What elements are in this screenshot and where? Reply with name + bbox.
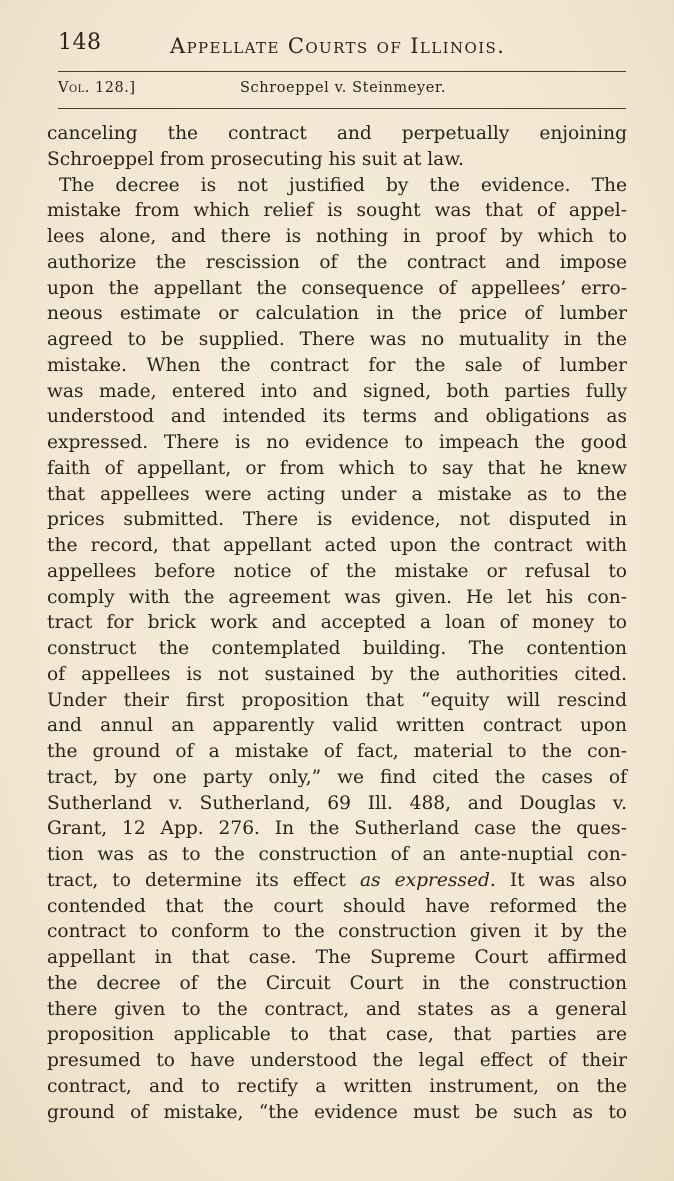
text-line: authorize the rescission of the contract and impose	[47, 251, 627, 273]
header-rule-top	[58, 71, 626, 72]
text-line: that appellees were acting under a mistake as to the	[47, 483, 627, 505]
text-line: Sutherland v. Sutherland, 69 Ill. 488, and Douglas v.	[47, 792, 627, 814]
text-line: presumed to have understood the legal effect of their	[47, 1050, 627, 1071]
running-head	[58, 30, 638, 66]
text-segment: tract, to determine its effect	[47, 869, 346, 891]
text-line: there given to the contract, and states as a general	[47, 998, 627, 1020]
text-line: faith of appellant, or from which to say that he knew	[47, 457, 627, 479]
italic-phrase: as expressed.	[359, 869, 496, 891]
volume-label: Vol. 128.]	[58, 80, 136, 96]
text-line: comply with the agreement was given. He let his con-	[47, 586, 627, 608]
text-line: appellant in that case. The Supreme Court affirmed	[47, 947, 627, 968]
text-segment: It was also	[509, 869, 627, 891]
text-line: contract, and to rectify a written instrument, on the	[47, 1075, 627, 1097]
text-line: the decree of the Circuit Court in the construction	[47, 972, 627, 994]
text-line: Grant, 12 App. 276. In the Sutherland case the ques-	[47, 818, 627, 840]
text-line: proposition applicable to that case, that parties are	[47, 1024, 627, 1046]
text-line: neous estimate or calculation in the price of lumber	[47, 303, 627, 325]
text-line: expressed. There is no evidence to impeach the good	[47, 432, 627, 453]
text-line: construct the contemplated building. The contention	[47, 638, 627, 659]
text-line: of appellees is not sustained by the authorities cited.	[47, 663, 627, 685]
header-rule-bottom	[58, 108, 626, 109]
text-line: the ground of a mistake of fact, material to the con-	[47, 741, 627, 762]
text-line: lees alone, and there is nothing in proof by which to	[47, 226, 627, 247]
text-line-mixed	[47, 868, 627, 894]
text-line: tract, by one party only,” we find cited the cases of	[47, 766, 627, 788]
page-number: 148	[58, 30, 102, 55]
text-line: tract for brick work and accepted a loan of money to	[47, 612, 627, 634]
text-line: Schroeppel from prosecuting his suit at law.	[47, 148, 464, 170]
case-line	[58, 78, 626, 102]
text-line: ground of mistake, “the evidence must be such as to	[47, 1101, 627, 1123]
text-line: contract to conform to the construction given it by the	[47, 921, 627, 943]
running-title: Appellate Courts of Illinois.	[170, 34, 506, 58]
text-line: Under their first proposition that “equity will rescind	[47, 689, 627, 711]
text-line: mistake from which relief is sought was that of appel-	[47, 200, 627, 222]
text-line: prices submitted. There is evidence, not disputed in	[47, 509, 627, 531]
case-name: Schroeppel v. Steinmeyer.	[240, 80, 447, 96]
text-line: mistake. When the contract for the sale of lumber	[47, 354, 627, 376]
text-line: and annul an apparently valid written contract upon	[47, 715, 627, 737]
text-line: contended that the court should have reformed the	[47, 895, 627, 917]
body-text	[47, 121, 627, 1125]
text-line: tion was as to the construction of an ante-nuptial con-	[47, 844, 627, 865]
text-line: the record, that appellant acted upon the contract with	[47, 535, 627, 556]
text-line: canceling the contract and perpetually enjoining	[47, 123, 627, 144]
text-line: upon the appellant the consequence of appellees’ erro-	[47, 277, 627, 299]
text-line: agreed to be supplied. There was no mutuality in the	[47, 329, 627, 350]
text-line: appellees before notice of the mistake or refusal to	[47, 560, 627, 582]
text-line: understood and intended its terms and obligations as	[47, 406, 627, 428]
text-line: was made, entered into and signed, both parties fully	[47, 380, 627, 402]
text-line: The decree is not justified by the evidence. The	[59, 174, 627, 196]
